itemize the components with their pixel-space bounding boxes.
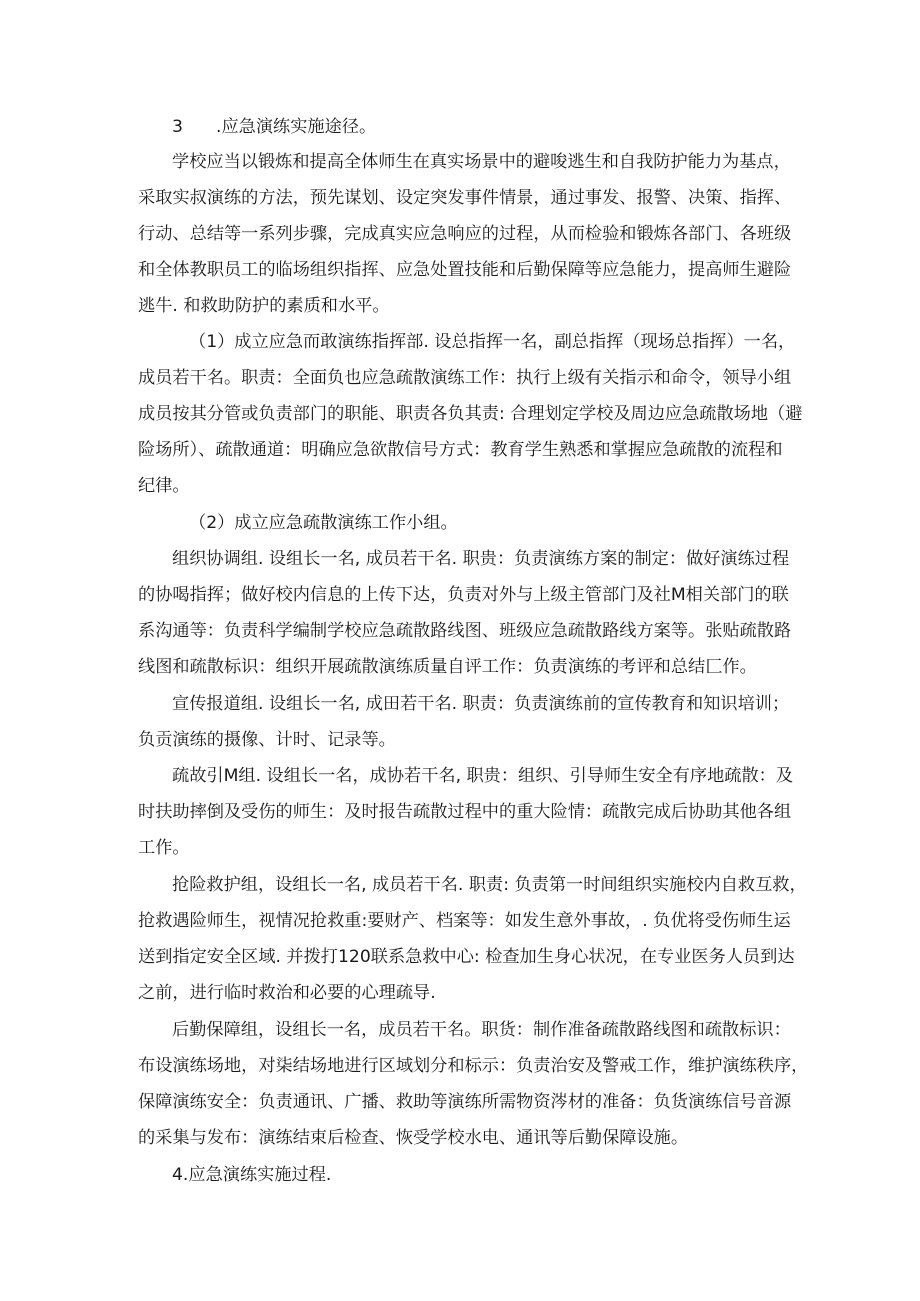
paragraph-line: 组织协调组. 设组长一名, 成员若干名. 职贵：负责演练方案的制定：做好演练过程 [172,549,790,569]
subsection-heading: （2）成立应急疏散演练工作小组。 [189,513,458,533]
paragraph-line: 送到指定安全区域. 并拨打120联系急救中心: 检查加生身心状况，在专业医务人员到达 [138,947,795,967]
section-title: .应急演练实施途径。 [216,117,377,137]
section-number: 3 [172,117,183,137]
paragraph-line: 成员若干名。职责：全面负也应急疏散演练工作：执行上级有关指示和命令，领导小组 [138,368,792,388]
paragraph-line: 疏故引M组. 设组长一名，成协若干名, 职贵：组织、引导师生安全有序地疏散：及 [172,766,794,786]
paragraph-line: 险场所）、疏散通道：明确应急欲散信号方式：教育学生熟悉和掌握应急疏散的流程和 [138,440,783,460]
paragraph-line: 逃牛. 和救助防护的素质和水平。 [138,296,390,316]
paragraph-line: 纪律。 [138,476,190,496]
paragraph-line: 的采集与发布：演练结束后检查、恢受学校水电、通讯等后勤保障设施。 [138,1128,689,1148]
paragraph-line: 学校应当以锻炼和提高全体师生在真实场景中的避唆逃生和自我防护能力为基点， [172,152,791,172]
paragraph-line: 系沟通等：负责科学编制学校应急疏散路线图、班级应急疏散路线方案等。张贴疏散路 [138,621,792,641]
paragraph-line: 宣传报道组. 设组长一名, 成田若干名. 职责：负责演练前的宣传教育和知识培训； [172,694,790,714]
paragraph-line: 时扶助摔倒及受伤的师生：及时报告疏散过程中的重大险情：疏散完成后协助其他各组 [138,802,792,822]
paragraph-line: 工作。 [138,838,190,858]
paragraph-line: 成员按其分管或负责部门的职能、职责各负其责: 合理划定学校及周边应急疏散场地（避 [138,404,803,424]
paragraph-line: 行动、总结等一系列步骤，完成真实应急响应的过程，从而检验和锻炼各部门、各班级 [138,224,792,244]
paragraph-line: 抢救遇险师生，视情况抢救重:要财产、档案等：如发生意外事故，. 负优将受伤师生运 [138,911,791,931]
paragraph-line: 线图和疏散标识：组织开展疏散演练质量自评工作：负责演练的考评和总结匚作。 [138,657,757,677]
paragraph-line: 负贡演练的摄像、计时、记录等。 [138,730,396,750]
paragraph-line: 抢险救护组，设组长一名, 成员若干名. 职责: 负责第一时间组织实施校内自救互救， [172,875,807,895]
section-heading-3 [172,116,822,138]
paragraph-line: 的协喝指挥；做好校内信息的上传下达，负责对外与上级主管部门及社M相关部门的联 [138,585,789,605]
paragraph-line: （1）成立应急而敢演练指挥部. 设总指挥一名，副总指挥（现场总指挥）一名， [189,332,796,352]
paragraph-line: 布设演练场地，对柒结场地进行区域划分和标示：负责治安及警戒工作，维护演练秩序， [138,1056,809,1076]
paragraph-line: 之前，进行临时救治和必要的心理疏导. [138,983,436,1003]
paragraph-line: 保障演练安全：负责通讯、广播、救助等演练所需物资涔材的准备：负货演练信号音源 [138,1092,792,1112]
paragraph-line: 和全体教职员工的临场组织指挥、应急处置技能和后勤保障等应急能力，提高师生避险 [138,260,792,280]
paragraph-line: 采取实叔演练的方法，预先谋划、设定突发事件情景，通过事发、报警、决策、指挥、 [138,188,792,208]
section-heading-4: 4.应急演练实施过程. [172,1165,332,1185]
paragraph-line: 后勤保障组，设组长一名，成员若干名。职货：制作准备疏散路线图和疏散标识： [172,1020,791,1040]
